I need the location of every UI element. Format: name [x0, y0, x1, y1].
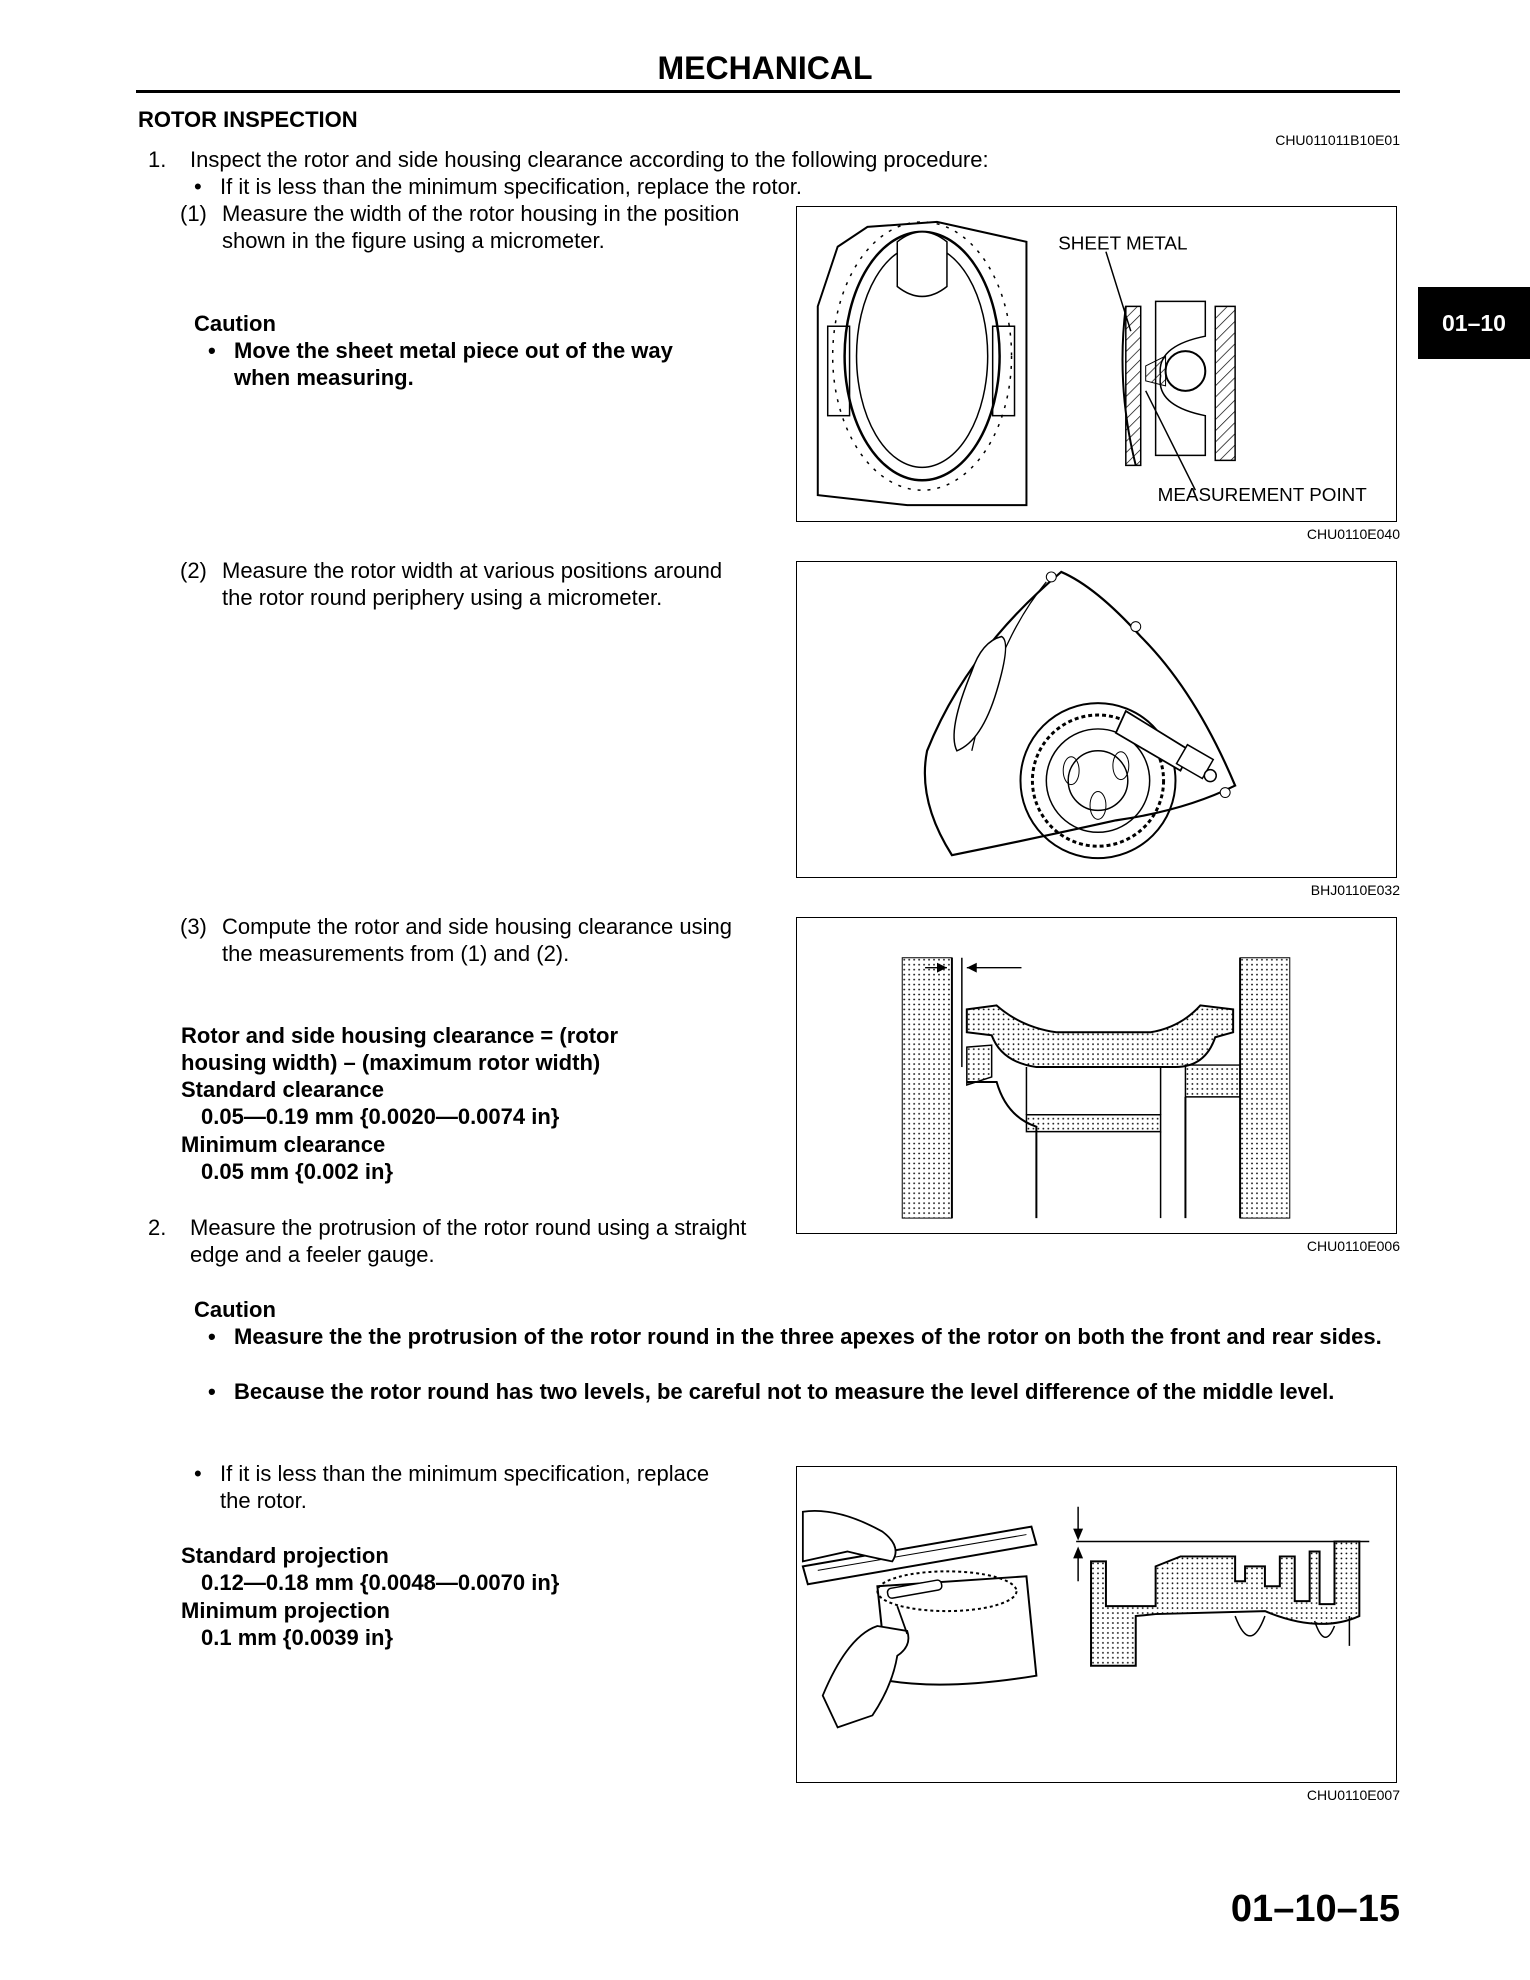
caution-item	[208, 337, 708, 391]
caution-text: Move the sheet metal piece out of the way when measuring.	[234, 338, 673, 390]
figure-rotor-protrusion	[796, 1466, 1397, 1783]
header-rule	[136, 90, 1400, 93]
figure-rotor-housing	[796, 206, 1397, 522]
label-sheet-metal: SHEET METAL	[1058, 232, 1188, 254]
caution-text: Measure the the protrusion of the rotor round in the three apexes of the rotor on both the front and rear sides.	[234, 1324, 1382, 1349]
figure-clearance-section	[796, 917, 1397, 1234]
step-2-bullet	[194, 1460, 714, 1514]
caution-title: Caution	[194, 311, 276, 336]
section-title: ROTOR INSPECTION	[138, 107, 358, 132]
clearance-formula: Rotor and side housing clearance = (rotor housing width) – (maximum rotor width)	[181, 1023, 619, 1075]
substep-number: (1)	[180, 201, 207, 226]
step-1	[148, 146, 1148, 173]
bullet-icon: •	[208, 338, 216, 363]
substep-2	[180, 557, 740, 611]
caution-item	[208, 1323, 1398, 1350]
substep-number: (3)	[180, 914, 207, 939]
caution-title: Caution	[194, 1297, 276, 1322]
step-number: 1.	[148, 147, 167, 172]
side-tab: 01–10	[1418, 287, 1530, 359]
section-code: CHU011011B10E01	[1275, 132, 1400, 148]
bullet-icon: •	[194, 1461, 202, 1486]
standard-projection-value: 0.12—0.18 mm {0.0048—0.0070 in}	[201, 1570, 560, 1595]
figure-code: BHJ0110E032	[1310, 882, 1400, 898]
figure-rotor-protrusion-drawing	[797, 1467, 1396, 1782]
step-text: Measure the protrusion of the rotor round using a straight edge and a feeler gauge.	[190, 1215, 747, 1267]
minimum-projection-value: 0.1 mm {0.0039 in}	[201, 1625, 394, 1650]
bullet-text: If it is less than the minimum specification, replace the rotor.	[220, 174, 803, 199]
label-measurement-point: MEASUREMENT POINT	[1157, 484, 1367, 506]
caution-item	[208, 1378, 1398, 1405]
bullet-icon: •	[208, 1379, 216, 1404]
substep-1	[180, 200, 740, 254]
figure-code: CHU0110E040	[1306, 526, 1400, 542]
figure-rotor-width-drawing	[797, 562, 1396, 877]
page-number: 01–10–15	[1230, 1888, 1400, 1930]
step-number: 2.	[148, 1215, 167, 1240]
substep-text: Measure the width of the rotor housing in the position shown in the figure using a micrometer.	[222, 201, 740, 253]
standard-clearance-label: Standard clearance	[181, 1077, 384, 1102]
caution-text: Because the rotor round has two levels, be careful not to measure the level difference of the middle level.	[234, 1379, 1335, 1404]
substep-3	[180, 913, 740, 967]
substep-number: (2)	[180, 558, 207, 583]
figure-rotor-width	[796, 561, 1397, 878]
figure-clearance-section-drawing	[797, 918, 1396, 1233]
page-header-title: MECHANICAL	[657, 50, 873, 86]
bullet-icon: •	[208, 1324, 216, 1349]
step-text: Inspect the rotor and side housing clearance according to the following procedure:	[190, 147, 989, 172]
figure-rotor-housing-drawing	[797, 207, 1396, 521]
bullet-text: If it is less than the minimum specification, replace the rotor.	[220, 1461, 710, 1513]
minimum-clearance-value: 0.05 mm {0.002 in}	[201, 1159, 394, 1184]
standard-projection-label: Standard projection	[181, 1543, 389, 1568]
figure-code: CHU0110E006	[1306, 1238, 1400, 1254]
standard-clearance-value: 0.05—0.19 mm {0.0020—0.0074 in}	[201, 1104, 560, 1129]
minimum-clearance-label: Minimum clearance	[181, 1132, 386, 1157]
substep-text: Compute the rotor and side housing clearance using the measurements from (1) and (2).	[222, 914, 732, 966]
step-2	[148, 1214, 748, 1268]
bullet-icon: •	[194, 174, 202, 199]
step-1-bullet	[194, 173, 1094, 200]
figure-code: CHU0110E007	[1306, 1787, 1400, 1803]
minimum-projection-label: Minimum projection	[181, 1598, 390, 1623]
substep-text: Measure the rotor width at various positions around the rotor round periphery using a micrometer.	[222, 558, 723, 610]
